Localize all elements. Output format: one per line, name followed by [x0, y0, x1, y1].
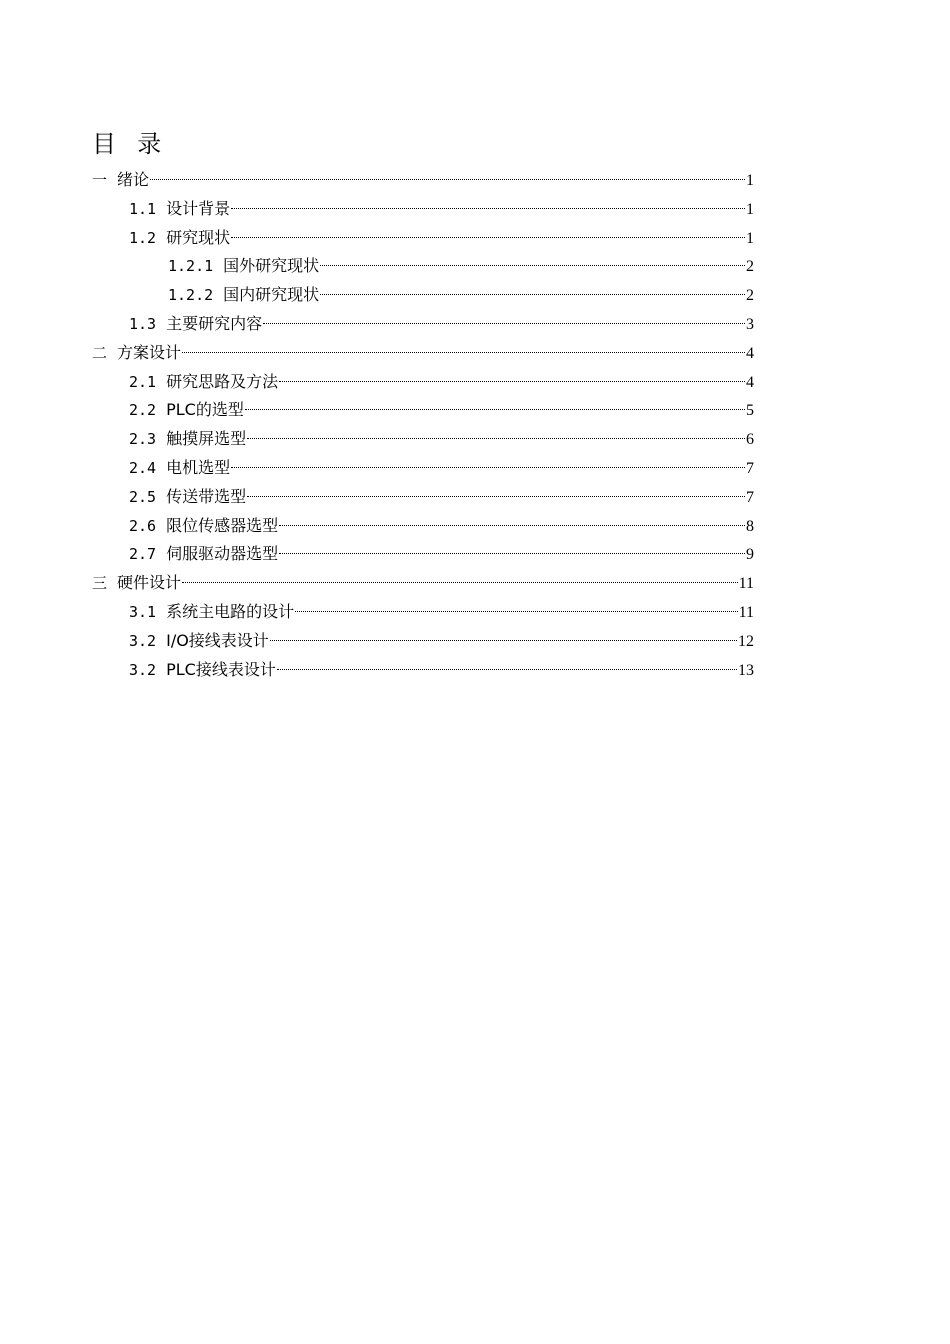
toc-dot-leader [279, 553, 745, 554]
toc-dot-leader [247, 438, 745, 439]
toc-title: 目 录 [92, 130, 164, 158]
toc-entry-page-number: 7 [746, 488, 754, 506]
toc-dot-leader [295, 611, 737, 612]
toc-dot-leader [150, 179, 745, 180]
toc-entry-number: 1.2 [129, 228, 157, 247]
toc-entry-page-number: 12 [738, 632, 754, 650]
toc-list [92, 166, 754, 684]
toc-entry-title: 国内研究现状 [223, 285, 320, 305]
toc-entry-number: 2.3 [129, 430, 157, 449]
toc-entry-title: I/O接线表设计 [166, 630, 269, 650]
toc-entry[interactable] [92, 252, 754, 281]
toc-entry-title: 国外研究现状 [223, 256, 320, 276]
toc-entry-number: 1.1 [129, 199, 157, 218]
toc-entry-number: 1.2.1 [168, 257, 214, 276]
toc-entry[interactable] [92, 310, 754, 339]
toc-entry-number: 一 [92, 171, 108, 189]
toc-entry-number: 2.6 [129, 516, 157, 535]
toc-entry-title: 伺服驱动器选型 [166, 544, 279, 564]
toc-dot-leader [231, 467, 745, 468]
toc-entry-title: 设计背景 [166, 198, 231, 218]
toc-entry[interactable] [92, 425, 754, 454]
toc-entry-title: 研究现状 [166, 227, 231, 247]
toc-dot-leader [182, 352, 745, 353]
toc-entry-title: 电机选型 [166, 457, 231, 477]
toc-entry-number: 2.7 [129, 545, 157, 564]
toc-entry-number: 3.1 [129, 602, 157, 621]
toc-dot-leader [182, 582, 738, 583]
toc-entry-title: 主要研究内容 [166, 313, 263, 333]
toc-entry-page-number: 11 [738, 603, 754, 621]
toc-entry-number: 3.2 [129, 631, 157, 650]
toc-entry-page-number: 8 [746, 517, 754, 535]
toc-dot-leader [320, 265, 745, 266]
toc-entry-page-number: 1 [746, 172, 754, 189]
toc-entry[interactable] [92, 569, 754, 598]
toc-entry-title: 方案设计 [117, 342, 182, 362]
toc-entry-number: 2.5 [129, 487, 157, 506]
toc-entry-page-number: 5 [746, 402, 754, 420]
toc-dot-leader [279, 525, 745, 526]
toc-entry-page-number: 6 [746, 431, 754, 449]
toc-entry-page-number: 13 [738, 661, 754, 679]
toc-entry[interactable] [92, 483, 754, 512]
toc-entry-page-number: 1 [746, 229, 754, 247]
toc-entry-page-number: 9 [746, 546, 754, 564]
toc-entry-title: 系统主电路的设计 [166, 601, 295, 621]
toc-entry-number: 2.4 [129, 458, 157, 477]
toc-entry-number: 二 [92, 343, 108, 362]
toc-entry[interactable] [92, 512, 754, 541]
toc-entry-title: 研究思路及方法 [166, 371, 279, 391]
toc-entry[interactable] [92, 656, 754, 685]
toc-entry[interactable] [92, 540, 754, 569]
toc-entry[interactable] [92, 396, 754, 425]
toc-entry-number: 3.2 [129, 660, 157, 679]
toc-entry-title: 限位传感器选型 [166, 515, 279, 535]
toc-entry-page-number: 2 [746, 258, 754, 276]
toc-entry-page-number: 2 [746, 287, 754, 305]
toc-entry-page-number: 4 [746, 373, 754, 391]
toc-entry-page-number: 4 [746, 344, 754, 362]
toc-entry-page-number: 1 [746, 200, 754, 218]
toc-entry-title: 触摸屏选型 [166, 429, 247, 449]
toc-entry[interactable] [92, 454, 754, 483]
toc-entry-page-number: 7 [746, 459, 754, 477]
toc-entry[interactable] [92, 598, 754, 627]
toc-dot-leader [279, 381, 745, 382]
toc-dot-leader [263, 323, 745, 324]
toc-entry[interactable] [92, 166, 754, 195]
toc-dot-leader [320, 294, 745, 295]
toc-entry-title: 硬件设计 [117, 573, 182, 593]
toc-entry-number: 三 [92, 574, 108, 593]
toc-dot-leader [231, 208, 745, 209]
toc-dot-leader [231, 237, 745, 238]
toc-entry[interactable] [92, 224, 754, 253]
toc-entry[interactable] [92, 195, 754, 224]
toc-entry-title: PLC的选型 [166, 400, 244, 420]
toc-dot-leader [245, 409, 745, 410]
toc-dot-leader [277, 669, 737, 670]
toc-dot-leader [270, 640, 737, 641]
toc-entry-page-number: 11 [738, 575, 754, 593]
toc-entry[interactable] [92, 368, 754, 397]
toc-entry[interactable] [92, 281, 754, 310]
toc-entry-number: 1.2.2 [168, 286, 214, 305]
toc-entry-number: 2.2 [129, 401, 157, 420]
toc-entry-number: 1.3 [129, 314, 157, 333]
toc-entry-title: PLC接线表设计 [166, 659, 276, 679]
toc-entry[interactable] [92, 627, 754, 656]
toc-entry-title: 绪论 [117, 170, 150, 189]
toc-entry[interactable] [92, 339, 754, 368]
toc-entry-number: 2.1 [129, 372, 157, 391]
toc-entry-title: 传送带选型 [166, 486, 247, 506]
toc-dot-leader [247, 496, 745, 497]
toc-entry-page-number: 3 [746, 315, 754, 333]
